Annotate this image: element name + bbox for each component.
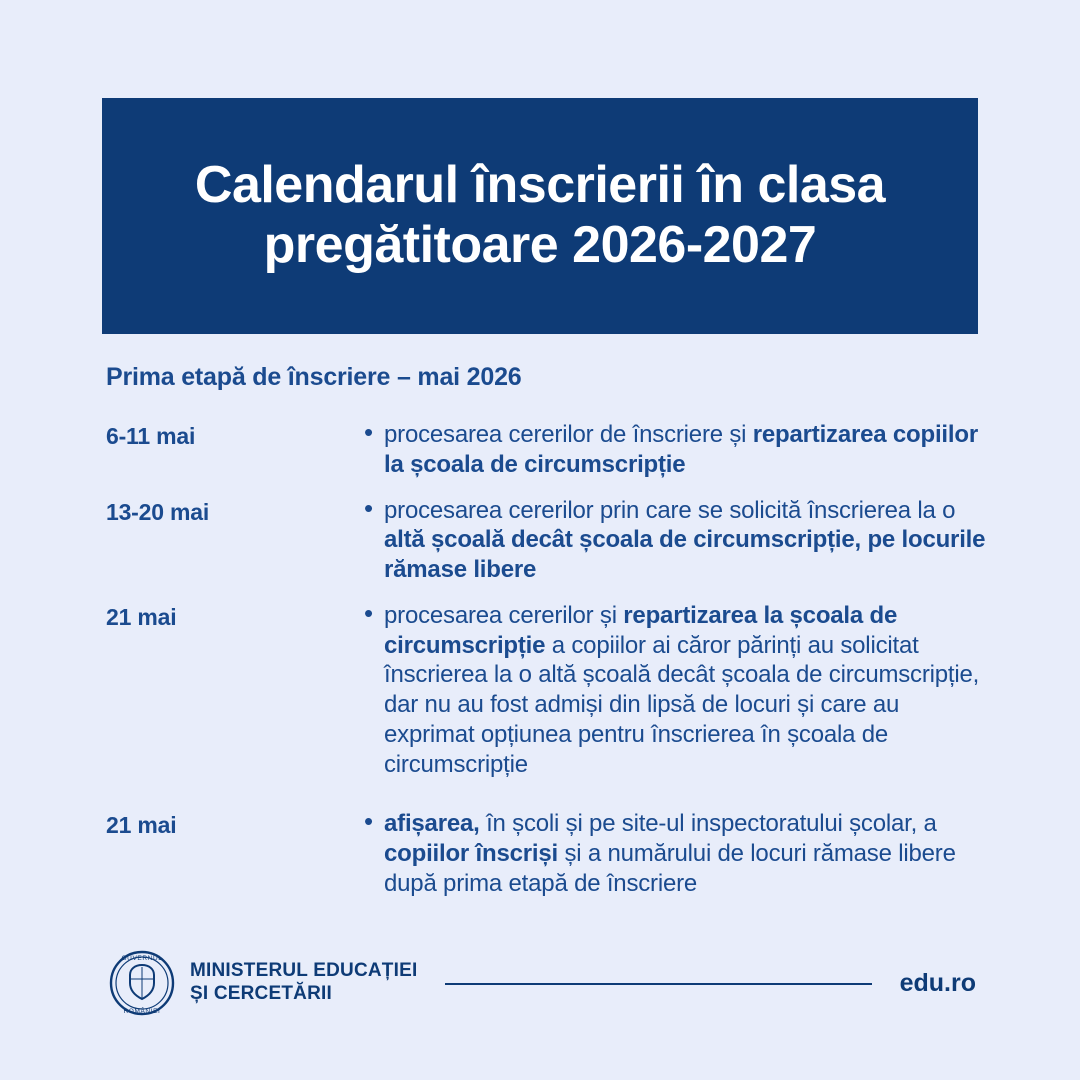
website-label[interactable]: edu.ro xyxy=(899,968,976,997)
bullet-icon: • xyxy=(364,492,374,523)
row-date: 6-11 mai xyxy=(106,423,196,449)
row-date: 13-20 mai xyxy=(106,498,210,525)
row-content xyxy=(364,597,986,780)
bullet-icon: • xyxy=(364,417,374,447)
calendar-row xyxy=(106,417,986,480)
row-text: procesarea cererilor prin care se solicită înscrierea la o altă școală decât școala de circumscripție, pe locurile rămase libere xyxy=(384,496,986,583)
row-content xyxy=(364,417,986,480)
stage-title: Prima etapă de înscriere – mai 2026 xyxy=(106,363,522,391)
calendar-rows xyxy=(106,417,986,899)
bullet-icon: • xyxy=(364,806,374,837)
footer-divider xyxy=(445,983,871,985)
row-content xyxy=(364,492,986,585)
calendar-row xyxy=(106,806,986,898)
ministry-name-line2: ȘI CERCETĂRII xyxy=(190,983,332,1004)
row-text: procesarea cererilor și repartizarea la școala de circumscripție a copiilor ai căror părinți au solicitat înscrierea la o altă școală decât școala de circumscripție, dar nu au fost admiși din lipsă de locuri și care au exprimat opțiunea pentru înscrierea în școala de circumscripție xyxy=(384,601,980,778)
government-crest-icon xyxy=(104,948,180,1018)
footer xyxy=(0,948,1080,1018)
ministry-name xyxy=(190,960,417,1006)
row-date: 21 mai xyxy=(106,603,177,630)
page-title: Calendarul înscrierii în clasa pregătitoare 2026-2027 xyxy=(194,156,886,274)
row-text: procesarea cererilor de înscriere și repartizarea copiilor la școala de circumscripție xyxy=(384,421,978,478)
calendar-row xyxy=(106,597,986,780)
row-text: afișarea, în școli și pe site-ul inspectoratului școlar, a copiilor înscriși și a numărului de locuri rămase libere după prima etapă de înscriere xyxy=(384,810,956,897)
svg-text:GUVERNUL: GUVERNUL xyxy=(121,955,163,962)
title-banner xyxy=(102,98,978,334)
row-date: 21 mai xyxy=(106,812,177,839)
row-content xyxy=(364,806,986,898)
ministry-name-line1: MINISTERUL EDUCAȚIEI xyxy=(190,960,418,982)
bullet-icon: • xyxy=(364,597,374,628)
svg-text:ROMÂNIEI: ROMÂNIEI xyxy=(123,1008,161,1015)
calendar-row xyxy=(106,492,986,585)
